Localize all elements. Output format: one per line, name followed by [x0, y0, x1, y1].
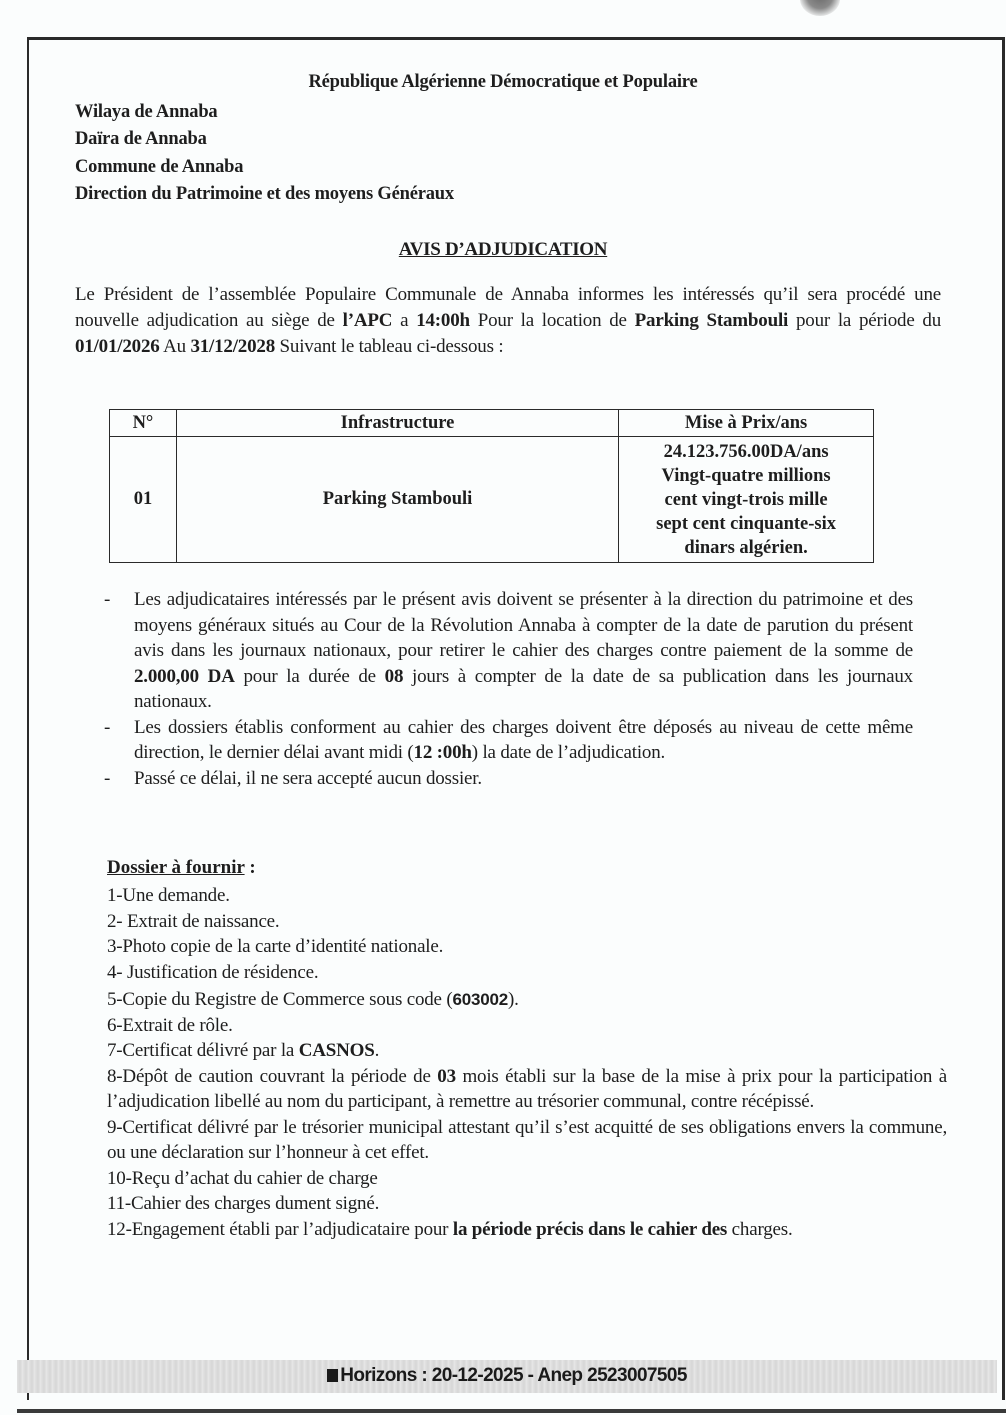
- document-text: ).: [507, 989, 519, 1010]
- intro-subject: Parking Stambouli: [634, 310, 789, 331]
- publication-text: Horizons : 20-12-2025 - Anep 2523007505: [340, 1365, 687, 1386]
- header-direction: Direction du Patrimoine et des moyens Généraux: [75, 184, 454, 204]
- document-item: 3-Photo copie de la carte d’identité nationale.: [107, 936, 444, 957]
- dash-bullet: -: [104, 767, 111, 789]
- document-item: [107, 1217, 947, 1243]
- header-country: République Algérienne Démocratique et Populaire: [308, 72, 698, 92]
- document-item: 10-Reçu d’achat du cahier de charge: [107, 1167, 378, 1189]
- table-header-row: [110, 410, 874, 437]
- cell-price: [619, 437, 874, 563]
- condition-text: ) la date de l’adjudication.: [471, 742, 666, 763]
- condition-item: [75, 766, 913, 792]
- condition-item: [75, 587, 913, 715]
- square-bullet-icon: [327, 1369, 338, 1382]
- scan-smudge: [800, 0, 840, 16]
- intro-text: Pour la location de: [469, 310, 635, 331]
- document-item: [107, 1064, 947, 1115]
- notice-title: AVIS D’ADJUDICATION: [398, 239, 608, 260]
- header-commune: Commune de Annaba: [75, 157, 244, 177]
- header-daira: Daïra de Annaba: [75, 129, 207, 149]
- publication-footer: [17, 1360, 997, 1393]
- price-words-line: Vingt-quatre millions: [661, 466, 831, 486]
- dash-bullet: -: [104, 589, 111, 610]
- document-text: charges.: [727, 1218, 793, 1240]
- casnos-label: CASNOS: [298, 1040, 375, 1061]
- conditions-list: [75, 587, 913, 791]
- intro-paragraph: [75, 282, 941, 360]
- price-words-line: dinars algérien.: [684, 538, 808, 558]
- document-item: 4- Justification de résidence.: [107, 961, 319, 983]
- header-wilaya: Wilaya de Annaba: [75, 102, 218, 122]
- document-text: 5-Copie du Registre de Commerce sous code (: [107, 989, 453, 1010]
- price-words-line: cent vingt-trois mille: [664, 490, 828, 510]
- intro-time: 14:00h: [416, 310, 470, 331]
- documents-heading-text: Dossier à fournir: [107, 857, 245, 878]
- intro-start-date: 01/01/2026: [75, 336, 160, 357]
- deposit-months: 03: [437, 1065, 456, 1087]
- condition-item: [75, 715, 913, 766]
- duration-days: 08: [384, 665, 404, 687]
- documents-heading: [107, 857, 256, 879]
- adjudication-table: [109, 409, 874, 563]
- bottom-rule: [17, 1409, 1006, 1413]
- cell-number: 01: [110, 437, 177, 563]
- document-text: 8-Dépôt de caution couvrant la période de: [107, 1065, 438, 1087]
- column-header-number: N°: [110, 410, 177, 437]
- condition-text: jours à compter de la date de sa publication dans les journaux nationaux.: [134, 665, 913, 712]
- document-item: 2- Extrait de naissance.: [107, 910, 280, 932]
- engagement-period: la période précis dans le cahier des: [452, 1218, 728, 1240]
- intro-venue: l’APC: [342, 310, 393, 331]
- document-item: 6-Extrait de rôle.: [107, 1014, 233, 1036]
- document-item: 11-Cahier des charges dument signé.: [107, 1193, 380, 1214]
- column-header-price: Mise à Prix/ans: [619, 410, 874, 437]
- fee-amount: 2.000,00 DA: [134, 665, 235, 687]
- intro-text: Suivant le tableau ci-dessous :: [275, 336, 504, 357]
- document-item: 9-Certificat délivré par le trésorier municipal attestant qu’il s’est acquitté de ses obligations envers la commune, ou une déclaration sur l’honneur à cet effet.: [107, 1116, 947, 1163]
- intro-text: Le Président de l’assemblée Populaire Communale de Annaba informes les intéressés qu’il sera procédé une nouvelle adjudication au siège de: [75, 284, 941, 331]
- documents-list: [107, 883, 947, 1242]
- cell-infrastructure: Parking Stambouli: [176, 437, 618, 563]
- document-item: [107, 1038, 947, 1064]
- commerce-code: 603002: [452, 990, 508, 1009]
- intro-text: Au: [159, 336, 191, 357]
- condition-text: pour la durée de: [234, 665, 385, 687]
- documents-heading-colon: :: [244, 857, 256, 878]
- document-item: [107, 987, 947, 1013]
- condition-text: Les adjudicataires intéressés par le présent avis doivent se présenter à la direction du patrimoine et des moyens généraux situés au Cour de la Révolution Annaba à compter de la date de parution du présent avis dans les journaux nationaux, pour retirer le cahier des charges contre paiement de la somme de: [134, 589, 913, 661]
- document-text: 12-Engagement établi par l’adjudicataire pour: [107, 1218, 453, 1240]
- intro-text: a: [392, 310, 417, 331]
- document-text: 7-Certificat délivré par la: [107, 1040, 299, 1061]
- document-text: mois établi sur la base de la mise à prix pour la participation à l’adjudication libellé au nom du participant, à remettre au trésorier communal, contre récépissé.: [107, 1065, 947, 1112]
- condition-text: Passé ce délai, il ne sera accepté aucun dossier.: [134, 767, 482, 789]
- price-amount: 24.123.756.00DA/ans: [663, 442, 829, 462]
- deadline-time: 12 :00h: [413, 742, 472, 763]
- table-row: [110, 437, 874, 563]
- publication-line: [327, 1365, 687, 1387]
- price-words-line: sept cent cinquante-six: [656, 514, 837, 534]
- dash-bullet: -: [104, 716, 111, 738]
- intro-text: pour la période du: [788, 310, 941, 331]
- column-header-infrastructure: Infrastructure: [176, 410, 618, 437]
- condition-text: Les dossiers établis conforment au cahier des charges doivent être déposés au niveau de cette même direction, le dernier délai avant midi (: [134, 716, 913, 763]
- document-item: 1-Une demande.: [107, 885, 230, 906]
- intro-end-date: 31/12/2028: [190, 336, 275, 357]
- document-text: .: [374, 1040, 380, 1061]
